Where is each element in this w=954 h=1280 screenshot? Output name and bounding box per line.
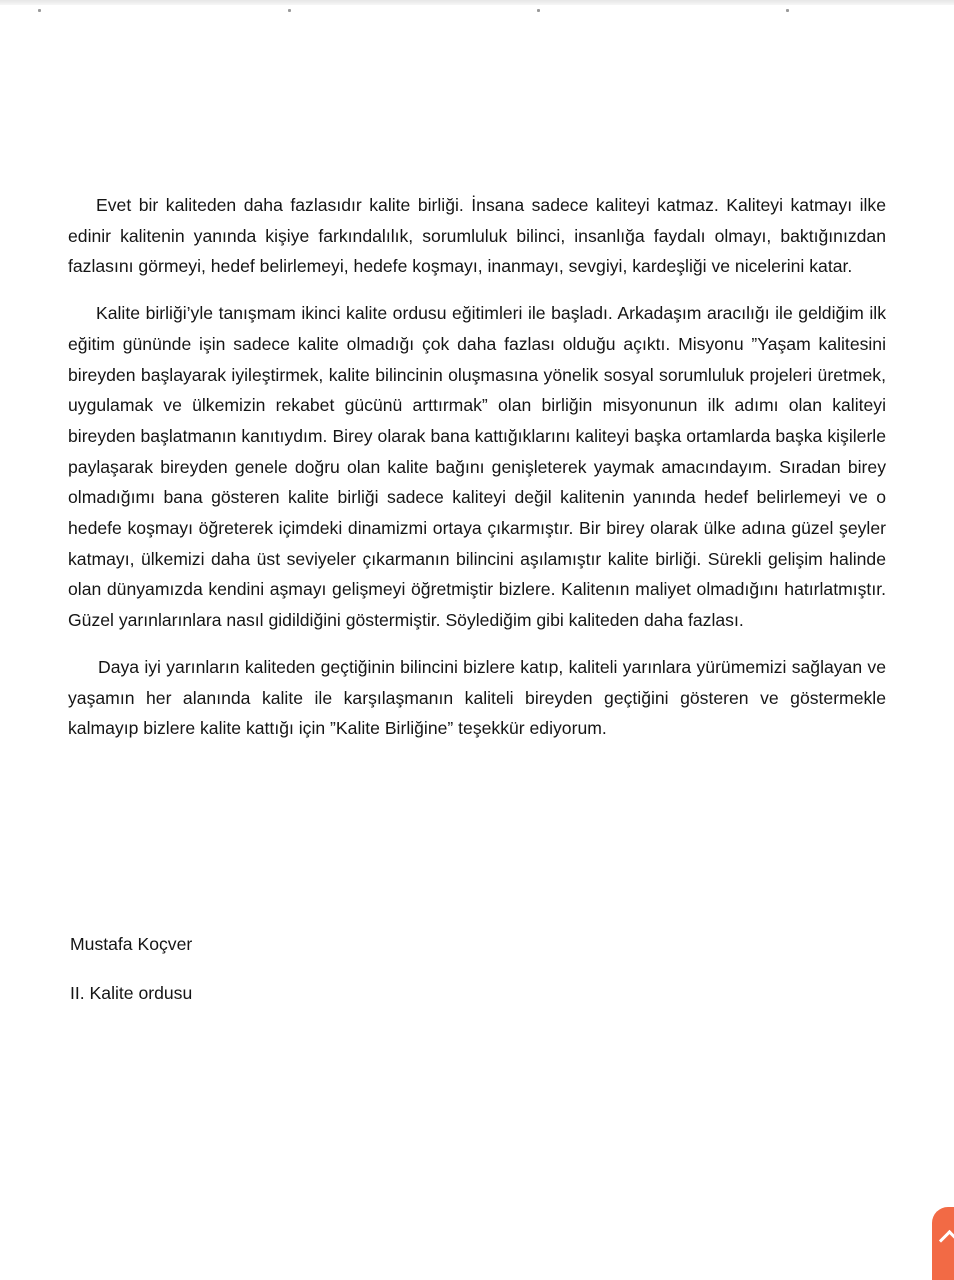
page-corner-mark [537, 9, 540, 12]
paragraph-3: Daya iyi yarınların kaliteden geçtiğinin bilincini bizlere katıp, kaliteli yarınlara yürümemizi sağlayan ve yaşamın her alanında kalite ile karşılaşmanın kaliteli bireyden geçtiğini gösteren ve göstermekle kalmayıp bizlere kalite kattığı için ”Kalite Birliğine” teşekkür ediyorum. [68, 656, 886, 739]
signature-name: Mustafa Koçver [70, 934, 193, 954]
scroll-up-button[interactable] [932, 1207, 954, 1280]
letter-body [68, 190, 886, 760]
page-corner-mark [786, 9, 789, 12]
paragraph-1: Evet bir kaliteden daha fazlasıdır kalite birliği. İnsana sadece kaliteyi katmaz. Kaliteyi katmayı ilke edinir kalitenin yanında kişiye farkındalılık, sorumluluk bilinci, insanlığa faydalı olmayı, baktığınızdan fazlasını görmeyi, hedef belirlemeyi, hedefe koşmayı, inanmayı, sevgiyi, kardeşliği ve nicelerini katar. [68, 195, 886, 277]
signature-organization: II. Kalite ordusu [70, 983, 193, 1003]
paragraph-2: Kalite birliği’yle tanışmam ikinci kalite ordusu eğitimleri ile başladı. Arkadaşım aracılığı ile geldiğim ilk eğitim gününde işin sadece kalite olmadığı çok daha fazlası olduğu açıktı. Misyonu ”Yaşam kalitesini bireyden başlayarak iyileştirmek, kalite bilincinin oluşmasına yönelik sosyal sorumluluk projeleri üretmek, uygulamak ve ülkemizin rekabet gücünü arttırmak” olan birliğin misyonunun ilk adımı olan kaliteyi bireyden başlatmanın kanıtıydım. Birey olarak bana kattığıklarını kaliteyi başka ortamlarda başka kişilerle paylaşarak bireyden genele doğru olan kalite bağını genişleterek yaymak amacındayım. Sıradan birey olmadığımı bana gösteren kalite birliği sadece kaliteyi değil kalitenin yanında hedef belirlemeyi ve o hedefe koşmayı öğreterek içimdeki dinamizmi ortaya çıkarmıştır. Bir birey olarak ülke adına güzel şeyler katmayı, ülkemizi daha üst seviyeler çıkarmanın bilincini aşılamıştır kalite birliği. Sürekli gelişim halinde olan dünyamızda kendini aşmayı gelişmeyi öğretmiştir bizlere. Kalitenın maliyet olmadığını hatırlatmıştır. Güzel yarınlarınlara nasıl gidildiğini göstermiştir. Söylediğim gibi kaliteden daha fazlası. [68, 303, 886, 631]
page-corner-mark [288, 9, 291, 12]
chevron-up-icon [939, 1230, 954, 1251]
page-top-edge [0, 0, 954, 5]
page-corner-mark [38, 9, 41, 12]
